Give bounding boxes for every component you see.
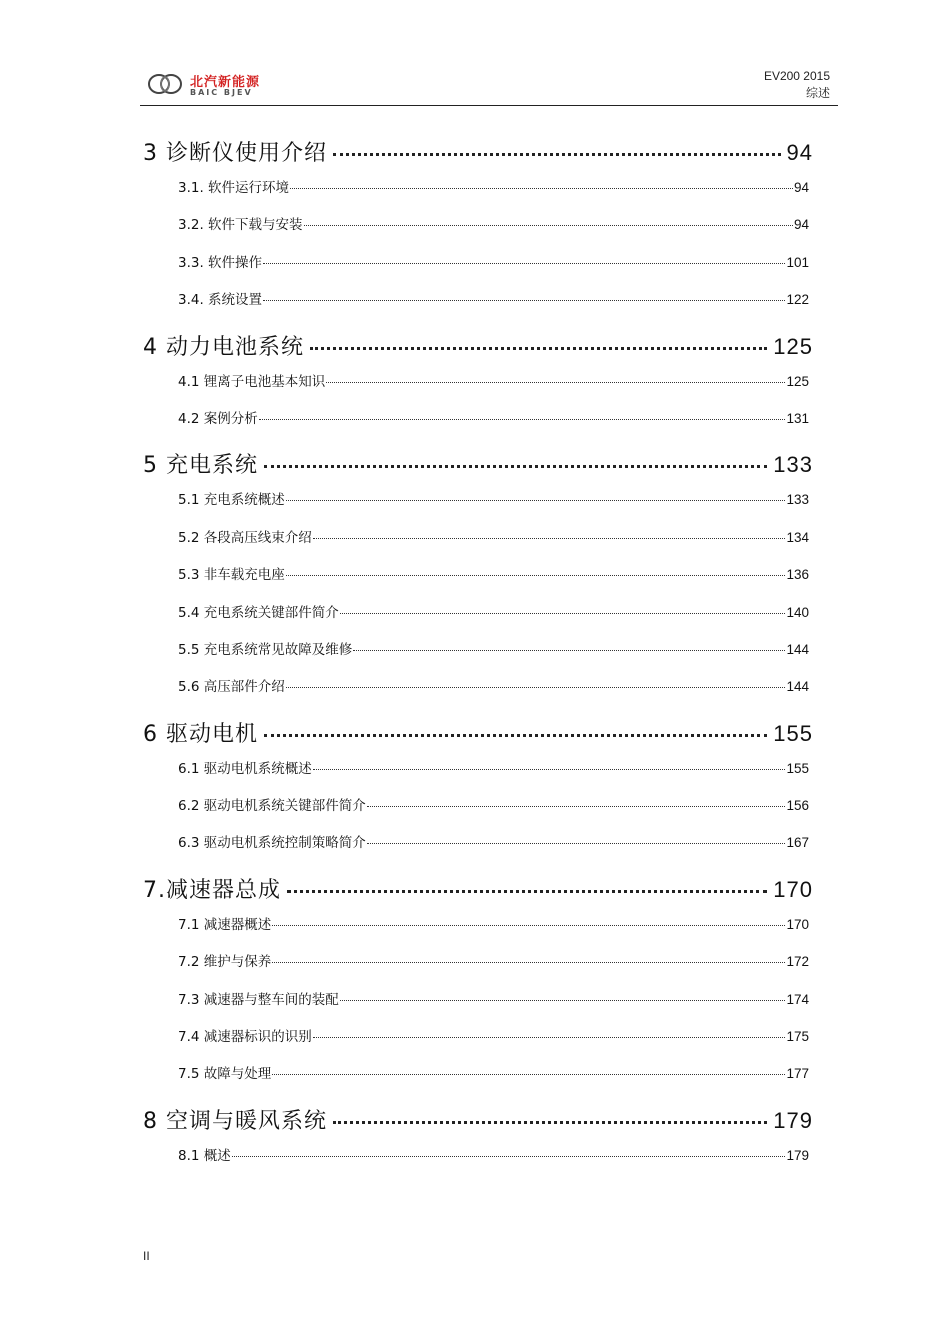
toc-section-title: 4.2 案例分析	[178, 410, 258, 427]
doc-code: EV200 2015	[763, 69, 830, 83]
toc-section-page: 156	[786, 798, 809, 814]
toc-chapter-page: 155	[773, 720, 813, 746]
toc-section-page: 136	[786, 567, 809, 583]
dot-leader	[313, 1036, 786, 1038]
toc-section[interactable]	[143, 675, 813, 712]
toc-section-page: 177	[786, 1066, 809, 1082]
toc-section[interactable]	[143, 1144, 813, 1181]
toc-section-page: 133	[786, 492, 809, 508]
toc-section[interactable]	[143, 563, 813, 600]
toc-chapter[interactable]	[143, 717, 813, 757]
toc-section-page: 179	[786, 1147, 809, 1163]
dot-leader	[310, 346, 767, 350]
header-doc-info	[764, 68, 830, 102]
dot-leader	[264, 733, 767, 737]
toc-section[interactable]	[143, 831, 813, 868]
page-header	[140, 62, 838, 106]
dot-leader	[367, 805, 786, 807]
toc-section-title: 5.4 充电系统关键部件简介	[178, 604, 339, 621]
toc-section-page: 140	[786, 604, 809, 620]
toc-section-page: 167	[786, 835, 809, 851]
dot-leader	[326, 381, 785, 383]
toc-chapter-title: 5 充电系统	[143, 453, 258, 479]
dot-leader	[290, 187, 793, 189]
toc-section-page: 172	[786, 954, 809, 970]
toc-section[interactable]	[143, 407, 813, 444]
toc-section[interactable]	[143, 251, 813, 288]
toc-section[interactable]	[143, 757, 813, 794]
toc-chapter-title: 8 空调与暖风系统	[143, 1108, 327, 1134]
toc-section[interactable]	[143, 601, 813, 638]
toc-section-title: 5.1 充电系统概述	[178, 492, 285, 509]
toc-chapter[interactable]	[143, 330, 813, 370]
logo-rings-icon	[146, 72, 186, 96]
toc-section-title: 6.2 驱动电机系统关键部件简介	[178, 798, 366, 815]
toc-section-title: 5.3 非车载充电座	[178, 567, 285, 584]
dot-leader	[232, 1155, 786, 1157]
toc-section-page: 94	[793, 217, 809, 233]
dot-leader	[304, 224, 793, 226]
toc-chapter-page: 133	[773, 452, 813, 478]
toc-section-title: 5.6 高压部件介绍	[178, 679, 285, 696]
toc-section-title: 3.1. 软件运行环境	[178, 180, 290, 196]
toc-chapter-title: 6 驱动电机	[143, 721, 258, 747]
toc-section[interactable]	[143, 1025, 813, 1062]
toc-section-page: 131	[786, 410, 809, 426]
toc-section-title: 7.3 减速器与整车间的装配	[178, 991, 339, 1008]
toc-chapter-page: 125	[773, 333, 813, 359]
dot-leader	[313, 768, 786, 770]
toc-section-page: 94	[793, 180, 809, 195]
toc-chapter[interactable]	[143, 873, 813, 913]
toc-section-page: 170	[786, 916, 809, 932]
toc-section-page: 101	[786, 254, 809, 270]
toc-section-title: 8.1 概述	[178, 1147, 231, 1164]
toc-chapter-page: 170	[773, 876, 813, 902]
toc-section[interactable]	[143, 1062, 813, 1099]
toc-section-title: 6.3 驱动电机系统控制策略简介	[178, 835, 366, 852]
toc-section[interactable]	[143, 370, 813, 407]
dot-leader	[272, 924, 785, 926]
dot-leader	[367, 842, 786, 844]
dot-leader	[340, 612, 786, 614]
toc-chapter[interactable]	[143, 1104, 813, 1144]
toc-section-title: 5.2 各段高压线束介绍	[178, 529, 312, 546]
toc-section[interactable]	[143, 526, 813, 563]
dot-leader	[286, 686, 786, 688]
toc-section-title: 3.2. 软件下载与安装	[178, 217, 303, 234]
toc-section[interactable]	[143, 638, 813, 675]
toc-section-page: 175	[786, 1029, 809, 1045]
header-divider	[140, 105, 838, 106]
toc-chapter-title: 4 动力电池系统	[143, 334, 304, 360]
toc-section[interactable]	[143, 794, 813, 831]
dot-leader	[272, 1073, 785, 1075]
toc-section-title: 7.1 减速器概述	[178, 916, 272, 933]
toc-section[interactable]	[143, 950, 813, 987]
toc-section[interactable]	[143, 988, 813, 1025]
table-of-contents	[143, 132, 813, 1181]
toc-section-title: 7.2 维护与保养	[178, 954, 272, 971]
dot-leader	[272, 961, 785, 963]
dot-leader	[333, 1120, 767, 1124]
toc-chapter-title: 7.减速器总成	[143, 877, 281, 903]
doc-section: 综述	[805, 86, 830, 100]
dot-leader	[313, 537, 786, 539]
toc-section[interactable]	[143, 213, 813, 250]
dot-leader	[264, 464, 767, 468]
page-number: II	[143, 1249, 150, 1263]
toc-section-title: 3.3. 软件操作	[178, 254, 263, 271]
toc-section-title: 7.4 减速器标识的识别	[178, 1029, 312, 1046]
dot-leader	[353, 649, 785, 651]
dot-leader	[286, 574, 786, 576]
toc-section-page: 144	[786, 679, 809, 695]
dot-leader	[259, 418, 786, 420]
toc-chapter[interactable]	[143, 448, 813, 488]
dot-leader	[333, 152, 781, 156]
toc-section[interactable]	[143, 176, 813, 213]
toc-section-page: 125	[786, 373, 809, 389]
toc-section-page: 144	[786, 641, 809, 657]
dot-leader	[286, 499, 786, 501]
toc-chapter-title: 3 诊断仪使用介绍	[143, 141, 327, 166]
logo-text-cn: 北汽新能源	[190, 75, 261, 90]
toc-chapter-page: 94	[786, 140, 813, 165]
toc-section[interactable]	[143, 913, 813, 950]
toc-section[interactable]	[143, 288, 813, 325]
toc-section-title: 7.5 故障与处理	[178, 1066, 272, 1083]
toc-section-page: 134	[786, 529, 809, 545]
toc-chapter[interactable]	[143, 136, 813, 176]
dot-leader	[263, 262, 785, 264]
toc-section-title: 6.1 驱动电机系统概述	[178, 760, 312, 777]
logo-text-en: BAIC BJEV	[190, 88, 253, 97]
dot-leader	[340, 999, 786, 1001]
toc-section-page: 174	[786, 991, 809, 1007]
toc-section-page: 122	[786, 292, 809, 308]
toc-section[interactable]	[143, 488, 813, 525]
toc-chapter-page: 179	[773, 1107, 813, 1133]
dot-leader	[287, 889, 767, 893]
toc-section-title: 4.1 锂离子电池基本知识	[178, 373, 326, 390]
toc-section-title: 5.5 充电系统常见故障及维修	[178, 641, 353, 658]
dot-leader	[263, 299, 785, 301]
toc-section-page: 155	[786, 760, 809, 776]
toc-section-title: 3.4. 系统设置	[178, 292, 263, 309]
